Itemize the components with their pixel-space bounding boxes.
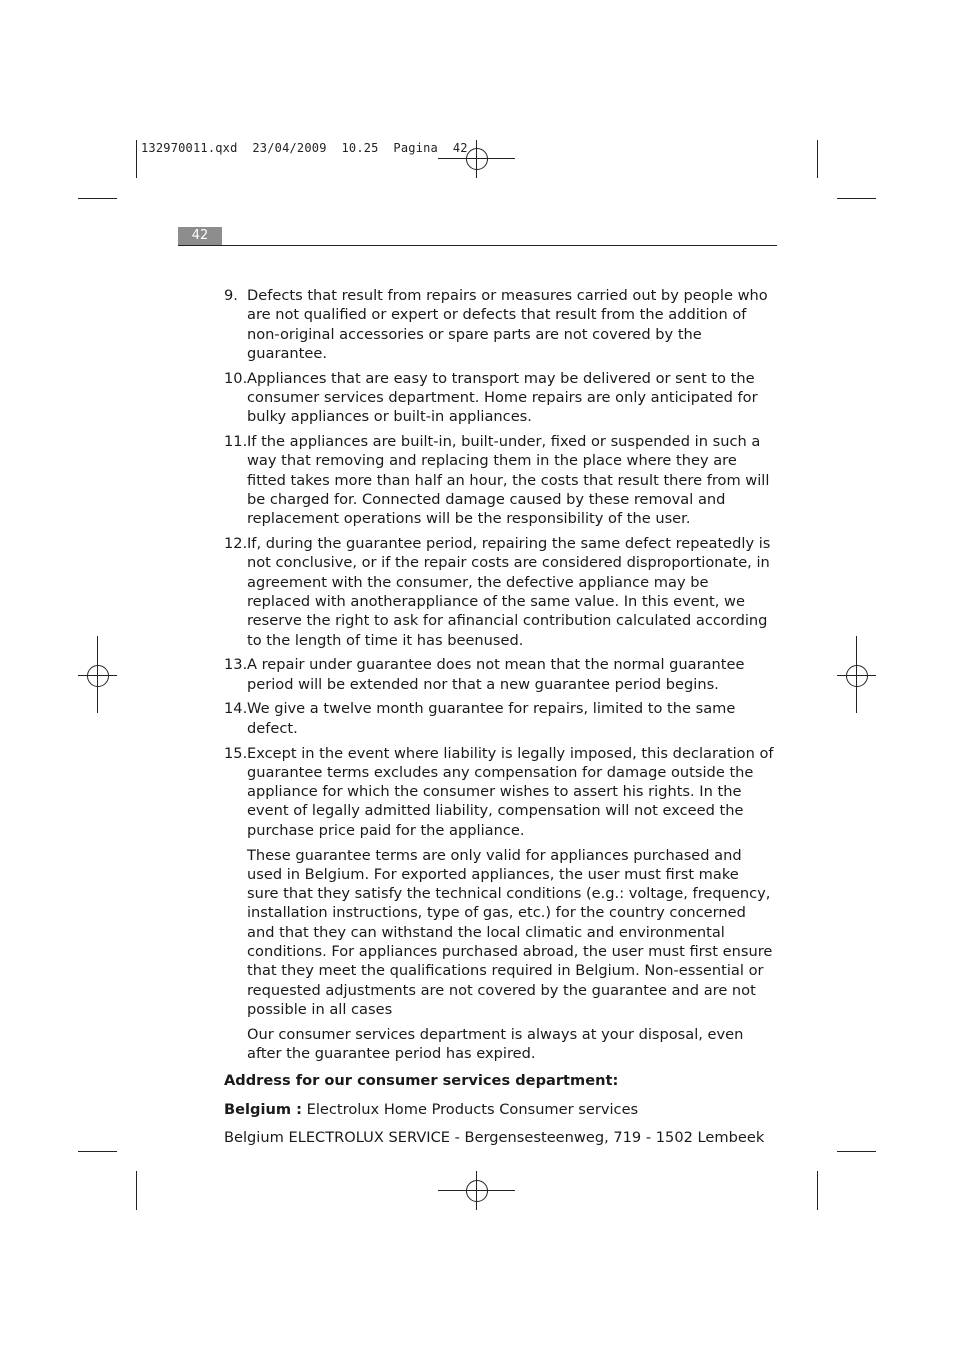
- list-item-text: Except in the event where liability is legally imposed, this declaration of guarantee terms excludes any compensation for damage outside the appliance for which the consumer wishes to assert his rights. In the event of legally admitted liability, compensation will not exceed the purchase price paid for the appliance.: [247, 744, 774, 839]
- list-item: [224, 744, 774, 840]
- crop-mark-bottom-right-horizontal: [837, 1151, 876, 1152]
- list-item-number: 13.: [224, 656, 248, 674]
- list-item-text: If the appliances are built-in, built-under, fixed or suspended in such a way that removing and replacing them in the place where they are fitted takes more than half an hour, the costs that result there from will be charged for. Connected damage caused by these removal and replacement operations will be the responsibility of the user.: [247, 433, 770, 528]
- guarantee-terms-content: [224, 286, 774, 1156]
- list-item: [224, 655, 774, 694]
- list-item: [224, 286, 774, 363]
- crop-mark-bottom-left-vertical: [136, 1171, 137, 1210]
- crop-mark-bottom-left-horizontal: [78, 1151, 117, 1152]
- page-number: 42: [178, 227, 222, 245]
- address-country-label: Belgium :: [224, 1100, 302, 1118]
- registration-mark-left-circle-icon: [87, 665, 109, 687]
- registration-mark-top-circle-icon: [466, 148, 488, 170]
- list-item-number: 10.: [224, 369, 248, 387]
- list-item-number: 12.: [224, 535, 248, 553]
- crop-mark-top-left-horizontal: [78, 198, 117, 199]
- header-rule: [178, 245, 777, 246]
- list-item-text: We give a twelve month guarantee for repairs, limited to the same defect.: [247, 700, 736, 737]
- list-item-text: Defects that result from repairs or measures carried out by people who are not qualified or expert or defects that result from the addition of non-original accessories or spare parts are not covered by the guarantee.: [247, 287, 768, 362]
- list-item-number: 11.: [224, 433, 248, 451]
- list-item-number: 15.: [224, 744, 248, 762]
- list-item: [224, 699, 774, 738]
- crop-mark-top-right-horizontal: [837, 198, 876, 199]
- list-item-text: Appliances that are easy to transport may be delivered or sent to the consumer services department. Home repairs are only anticipated for bulky appliances or built-in appliances.: [247, 369, 758, 426]
- paragraph-validity: These guarantee terms are only valid for appliances purchased and used in Belgium. For exported appliances, the user must first make sure that they satisfy the technical conditions (e.g.: voltage, frequency, installation instructions, type of gas, etc.) for the country concerned and that they can withstand the local climatic and environmental conditions. For appliances purchased abroad, the user must first ensure that they meet the qualifications required in Belgium. Non-essential or requested adjustments are not covered by the guarantee and are not possible in all cases: [247, 846, 773, 1018]
- crop-mark-top-left-vertical: [136, 140, 137, 178]
- address-company-line: [224, 1100, 774, 1119]
- registration-mark-right-circle-icon: [846, 665, 868, 687]
- list-item: [224, 369, 774, 427]
- list-item-number: 14.: [224, 700, 248, 718]
- address-heading: Address for our consumer services department:: [224, 1072, 619, 1090]
- list-item-text: A repair under guarantee does not mean that the normal guarantee period will be extended nor that a new guarantee period begins.: [247, 656, 745, 693]
- paragraph-disposal: Our consumer services department is always at your disposal, even after the guarantee period has expired.: [247, 1025, 744, 1062]
- list-item: [224, 432, 774, 528]
- list-item-number: 9.: [224, 287, 238, 304]
- registration-mark-bottom-circle-icon: [466, 1180, 488, 1202]
- address-company: Electrolux Home Products Consumer services: [306, 1100, 639, 1118]
- print-slug: 132970011.qxd 23/04/2009 10.25 Pagina 42: [141, 141, 468, 155]
- list-item: [224, 534, 774, 650]
- crop-mark-top-right-vertical: [817, 140, 818, 178]
- list-item-text: If, during the guarantee period, repairing the same defect repeatedly is not conclusive, or if the repair costs are considered disproportionate, in agreement with the consumer, the defective appliance may be replaced with anotherappliance of the same value. In this event, we reserve the right to ask for afinancial contribution calculated according to the length of time it has beenused.: [247, 535, 771, 649]
- crop-mark-bottom-right-vertical: [817, 1171, 818, 1210]
- address-street-line: Belgium ELECTROLUX SERVICE - Bergensesteenweg, 719 - 1502 Lembeek: [224, 1128, 765, 1146]
